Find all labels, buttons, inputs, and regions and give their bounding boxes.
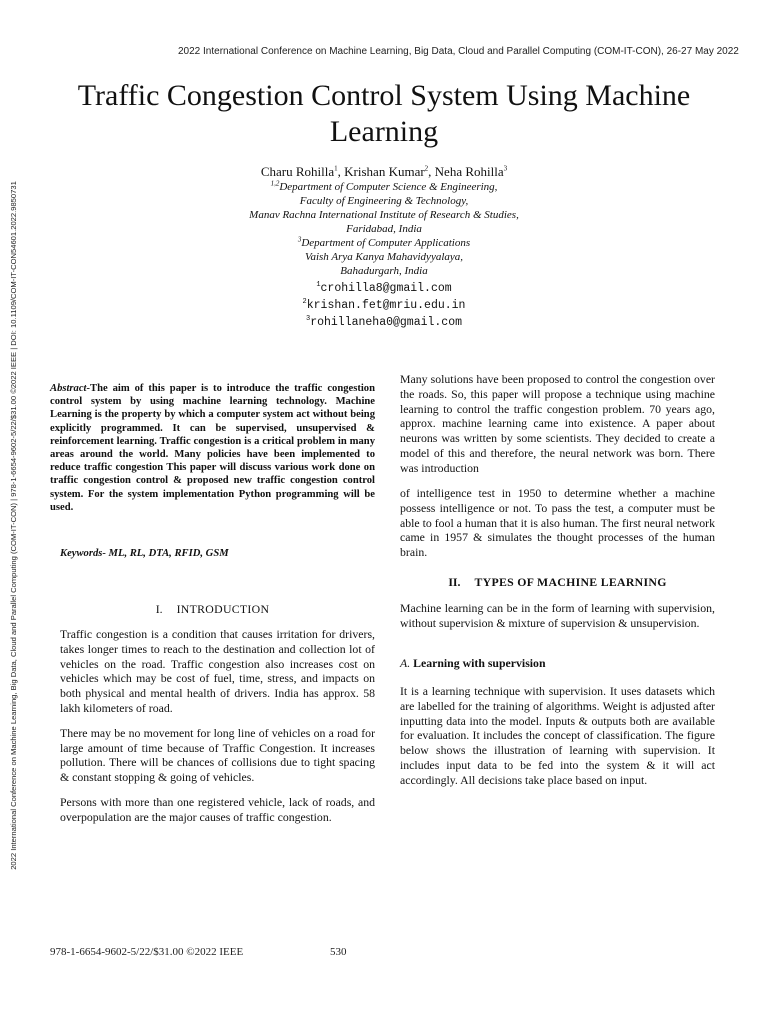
- section-heading-types-of-ml: [400, 575, 715, 590]
- affiliation-text: Department of Computer Science & Engineering,: [279, 181, 498, 193]
- affiliation-text: Department of Computer Applications: [301, 237, 471, 249]
- email-address[interactable]: crohilla8@gmail.com: [320, 282, 452, 295]
- introduction-body: [60, 627, 375, 835]
- footer-isbn: 978-1-6654-9602-5/22/$31.00 ©2022 IEEE: [50, 946, 244, 958]
- author-name: Neha Rohilla: [434, 164, 504, 179]
- email-line: [100, 280, 668, 297]
- author-sup: 1: [334, 164, 338, 173]
- conference-header: 2022 International Conference on Machine Learning, Big Data, Cloud and Parallel Computing (COM-IT-CON), 26-27 May 2022: [178, 46, 739, 57]
- email-sup: 1: [316, 281, 321, 290]
- affiliation-sup: 1,2: [270, 179, 280, 188]
- author-name: Krishan Kumar: [344, 164, 425, 179]
- doi-side-strip: [3, 75, 23, 975]
- subsection-body: It is a learning technique with supervision. It uses datasets which are labelled for the training of algorithms. Weight is adjusted after inputting data into the model. Inputs & outputs both are available for evaluation. It includes the concept of classification. The figure below shows the illustration of learning with supervision. It includes input data to be fed into the system & it will act accordingly. All decisions take place based on input.: [400, 684, 715, 787]
- affiliations: [100, 180, 668, 278]
- author-name: Charu Rohilla: [260, 164, 335, 179]
- doi-side-text: 2022 International Conference on Machine Learning, Big Data, Cloud and Parallel Computing (COM-IT-CON) | 978-1-6654-9602-5/22/$31.00 ©2022 IEEE | DOI: 10.1109/COM-IT-CON54601.2022.9850731: [8, 180, 18, 870]
- section-title: TYPES OF MACHINE LEARNING: [474, 575, 667, 589]
- abstract-text: The aim of this paper is to introduce the traffic congestion control system by using machine learning technology. Machine Learning is the property by which a computer system act without being explicitly programmed. It can be supervised, unsupervised & reinforcement learning. Traffic congestion is a critical problem in many areas around the world. Many policies have been implemented to reduce traffic congestion This paper will discuss various work done on traffic congestion control & proposed new traffic congestion control system. For the system implementation Python programming will be used.: [50, 383, 375, 513]
- right-column-para-2: of intelligence test in 1950 to determine whether a machine possess intelligence or not. To pass the test, a computer must be able to fool a human that it is also human. The first neural network came in 1957 & simulates the thought processes of the human brain.: [400, 486, 715, 560]
- section-title: INTRODUCTION: [176, 602, 270, 616]
- section2-intro: Machine learning can be in the form of learning with supervision, without supervision & mixture of supervision & unsupervision.: [400, 601, 715, 630]
- section-number: I.: [155, 602, 163, 616]
- affiliation-line: Bahadurgarh, India: [340, 265, 428, 277]
- author-sup: 3: [503, 164, 508, 173]
- right-column-para-1: Many solutions have been proposed to control the congestion over the roads. So, this paper will propose a technique using machine learning to control the traffic congestion problem. 70 years ago, approx. machine learning came into existence. A paper about neurons was written by some scientists. They decided to create a model of this and therefore, the neural network was born. There was introduction: [400, 372, 715, 475]
- affiliation-line: Manav Rachna International Institute of Research & Studies,: [249, 209, 519, 221]
- page-number: 530: [330, 946, 347, 958]
- subsection-heading: [400, 656, 715, 671]
- subsection-title: Learning with supervision: [413, 656, 546, 670]
- affiliation-sup: 3: [297, 235, 302, 244]
- author-list: [100, 163, 668, 180]
- paragraph: There may be no movement for long line of vehicles on a road for large amount of time because of Traffic Congestion. It increases pollution. There will be chances of collisions due to tight spacing & constant stopping & going of vehicles.: [60, 725, 375, 785]
- author-sep: ,: [428, 164, 435, 179]
- email-line: [100, 314, 668, 331]
- affiliation-line: [100, 236, 668, 250]
- email-address[interactable]: rohillaneha0@gmail.com: [310, 316, 463, 329]
- title-line-2: Learning: [329, 115, 439, 148]
- paragraph: Traffic congestion is a condition that causes irritation for drivers, takes longer times to reach to the destination and collection lot of vehicles on the road. Traffic congestion also increases cost on vehicles which may be cost of fuel, time, stress, and impacts on both physical and mental health of drivers. India has approx. 58 lakh kilometers of road.: [60, 627, 375, 715]
- abstract: [50, 382, 375, 514]
- paragraph: Persons with more than one registered vehicle, lack of roads, and overpopulation are the major causes of traffic congestion.: [60, 794, 375, 824]
- abstract-label: Abstract-: [50, 383, 91, 394]
- affiliation-line: Vaish Arya Kanya Mahavidyyalaya,: [304, 251, 464, 263]
- author-sup: 2: [424, 164, 429, 173]
- author-sep: ,: [337, 164, 345, 179]
- subsection-letter: A.: [400, 656, 411, 670]
- affiliation-line: Faculty of Engineering & Technology,: [299, 195, 469, 207]
- paper-title: [40, 78, 728, 150]
- affiliation-line: Faridabad, India: [346, 223, 422, 235]
- title-line-1: Traffic Congestion Control System Using Machine: [77, 79, 691, 112]
- author-emails: [100, 280, 668, 331]
- section-number: II.: [448, 575, 461, 589]
- email-sup: 3: [305, 315, 311, 324]
- affiliation-line: [100, 180, 668, 194]
- keywords: Keywords- ML, RL, DTA, RFID, GSM: [60, 548, 229, 559]
- email-line: [100, 297, 668, 314]
- email-address[interactable]: krishan.fet@mriu.edu.in: [306, 299, 466, 312]
- section-heading-introduction: [50, 602, 375, 617]
- email-sup: 2: [302, 298, 307, 307]
